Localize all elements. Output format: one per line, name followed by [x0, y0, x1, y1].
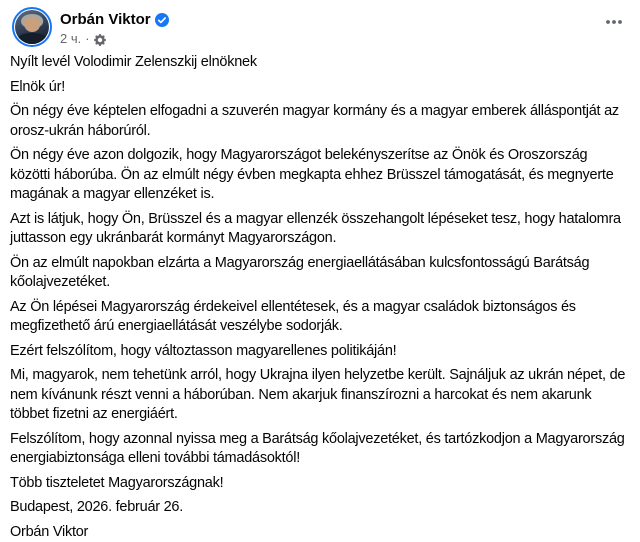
- post-text: [0, 53, 640, 542]
- profile-photo: [15, 10, 49, 44]
- post-paragraph: Ezért felszólítom, hogy változtasson magyarellenes politikáján!: [10, 342, 630, 362]
- post-menu-button[interactable]: [598, 10, 630, 38]
- avatar-suit-shape: [17, 33, 47, 44]
- author-name-row: [60, 10, 169, 29]
- header-text: [60, 7, 169, 47]
- meta-separator: ·: [85, 31, 89, 47]
- post-paragraph: Felszólítom, hogy azonnal nyissa meg a Barátság kőolajvezetéket, és tartózkodjon a Magyarország energiabiztonsága elleni további támadásoktól!: [10, 430, 630, 469]
- post-paragraph: Budapest, 2026. február 26.: [10, 498, 630, 518]
- post-paragraph: Nyílt levél Volodimir Zelenszkij elnöknek: [10, 53, 630, 73]
- post-meta-row: [60, 31, 169, 47]
- post-paragraph: Elnök úr!: [10, 78, 630, 98]
- profile-avatar[interactable]: [12, 7, 52, 47]
- post-header: [0, 0, 640, 47]
- post-timestamp[interactable]: 2 ч.: [60, 31, 81, 47]
- ellipsis-icon: [604, 12, 624, 37]
- avatar-face-shape: [24, 17, 40, 32]
- post-paragraph: Azt is látjuk, hogy Ön, Brüsszel és a magyar ellenzék összehangolt lépéseket tesz, hogy hatalomra juttasson egy ukránbarát kormányt Magyarországon.: [10, 210, 630, 249]
- post-paragraph: Orbán Viktor: [10, 523, 630, 542]
- post-paragraph: Mi, magyarok, nem tehetünk arról, hogy Ukrajna ilyen helyzetbe került. Sajnáljuk az ukrán népet, de nem kívánunk részt venni a háborúban. Nem akarjuk finanszírozni a harcokat és nem akarunk többet fizetni az energiáért.: [10, 366, 630, 425]
- post-paragraph: Ön négy éve képtelen elfogadni a szuverén magyar kormány és a magyar emberek álláspontját az orosz-ukrán háborúról.: [10, 102, 630, 141]
- verified-badge-icon: [155, 13, 169, 27]
- gear-icon: [94, 34, 106, 46]
- post-paragraph: Több tiszteletet Magyarországnak!: [10, 474, 630, 494]
- post-paragraph: Ön négy éve azon dolgozik, hogy Magyarországot belekényszerítse az Önök és Oroszország közötti háborúba. Ön az elmúlt négy évben megkapta ehhez Brüsszel támogatását, és megnyerte magának a magyar ellenzéket is.: [10, 146, 630, 205]
- author-name[interactable]: Orbán Viktor: [60, 10, 151, 29]
- post-paragraph: Ön az elmúlt napokban elzárta a Magyarország energiaellátásában kulcsfontosságú Barátság kőolajvezetéket.: [10, 254, 630, 293]
- post-paragraph: Az Ön lépései Magyarország érdekeivel ellentétesek, és a magyar családok biztonságos és megfizethető árú energiaellátását veszélybe sodorják.: [10, 298, 630, 337]
